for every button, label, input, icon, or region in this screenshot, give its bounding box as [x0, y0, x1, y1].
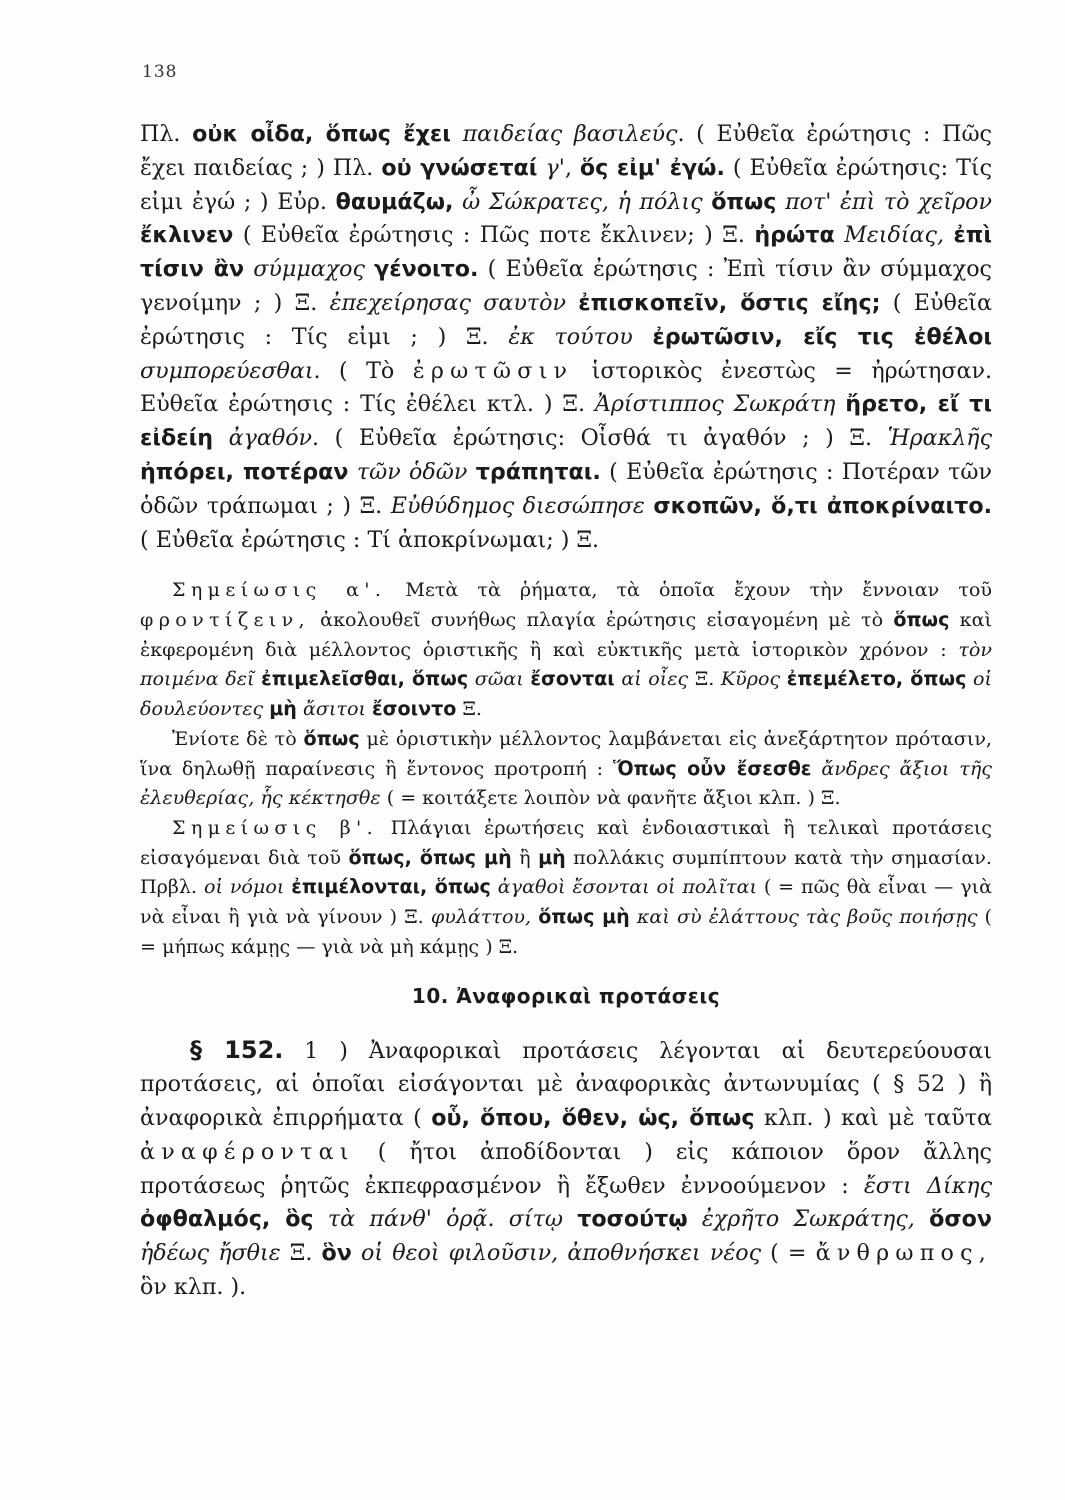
italic-text: ἐκ τούτου	[508, 323, 633, 350]
italic-text: οἱ νόμοι	[203, 875, 285, 899]
text-run	[244, 256, 253, 282]
bold-text: ὅπως, ὅπως μὴ	[348, 845, 512, 869]
section-152-paragraph	[140, 1034, 992, 1305]
text-run: ( Εὐθεῖα ἐρώτησις : Πῶς ποτε ἔκλινεν; ) Ξ.	[233, 222, 755, 249]
text-run: ( Εὐθεῖα ἐρώτησις: Τίς εἰμι ἐγώ ; ) Εὐρ.	[140, 154, 993, 215]
text-run: Μετὰ τὰ ῥήματα, τὰ ὁποῖα ἔχουν τὴν ἔννοιαν τοῦ	[386, 578, 992, 602]
main-paragraph	[140, 118, 992, 557]
text-run: ( Τὸ	[320, 357, 413, 384]
bold-text: ἐπιμελεῖσθαι, ὅπως	[261, 667, 469, 691]
text-run: 1 ) Ἀναφορικαὶ προτάσεις λέγονται αἱ δευτερεύουσαι προτάσεις, αἱ ὁποῖαι εἰσάγονται μὲ ἀναφορικὰς ἀντωνυμίας ( § 52 ) ἢ ἀναφορικὰ ἐπιρρήματα (	[140, 1037, 992, 1132]
text-run: Ξ.	[688, 667, 721, 691]
bold-text: μὴ	[269, 697, 297, 721]
italic-text: τῶν ὁδῶν	[356, 458, 468, 485]
italic-text: τὰ πάνθ' ὁρᾷ. σίτῳ	[327, 1206, 563, 1233]
text-run	[633, 324, 653, 350]
text-run: Πλ.	[140, 121, 193, 147]
bold-text: ὃν	[321, 1240, 352, 1267]
note-2-paragraph	[140, 813, 992, 962]
text-run	[566, 290, 578, 316]
spaced-text: ἄνθρωπος,	[815, 1240, 992, 1267]
bold-text: ἔκλινεν	[140, 222, 234, 249]
bold-text: ἐπεμέλετο, ὅπως	[786, 667, 967, 691]
page-number: 138	[142, 62, 178, 82]
page-body	[140, 118, 992, 1305]
italic-text: φυλάττου,	[430, 905, 532, 929]
italic-text: παιδείας βασιλεύς	[462, 121, 678, 147]
italic-text: ἀγαθοὶ ἔσονται οἱ πολῖται	[497, 875, 757, 899]
bold-text: τράπηται.	[475, 458, 601, 485]
bold-text: μὴ	[538, 845, 566, 869]
text-run: ( = κοιτάξετε λοιπὸν νὰ φανῆτε ἄξιοι κλπ. ) Ξ.	[380, 786, 841, 810]
text-run	[563, 1206, 577, 1232]
text-run	[835, 391, 845, 417]
text-run	[630, 905, 637, 928]
italic-text: ἄνδρες ἄξιοι τῆς ἐλευθερίας, ἧς κέκτησθε	[140, 756, 992, 810]
italic-text: ἀγαθόν.	[228, 425, 320, 452]
text-run: ἀκολουθεῖ συνήθως πλαγία ἐρώτησις εἰσαγομένη μὲ τὸ	[309, 608, 894, 632]
text-run	[314, 1206, 328, 1232]
text-run: ἱστορικὸς ἐνεστὼς = ἠρώτησαν. Εὐθεῖα ἐρώτησις : Τίς ἐθέλει κτλ. ) Ξ.	[140, 357, 992, 418]
text-run	[365, 256, 374, 282]
text-run: Ξ.	[456, 697, 482, 721]
text-run: ( Εὐθεῖα ἐρώτησις : Ποτέραν τῶν ὁδῶν τράπωμαι ; ) Ξ.	[140, 458, 992, 519]
text-run: ( = πῶς θὰ εἶναι — γιὰ νὰ εἶναι ἢ γιὰ νὰ γίνουν ) Ξ.	[140, 875, 993, 929]
text-run: Πλάγιαι ἐρωτήσεις καὶ ἐνδοιαστικαὶ ἢ τελικαὶ προτάσεις εἰσαγόμεναι διὰ τοῦ	[140, 815, 992, 869]
italic-text: ποτ' ἐπὶ τὸ χεῖρον	[785, 188, 993, 215]
text-run: πολλάκις συμπίπτουν κατὰ τὴν σημασίαν. Πρβλ.	[140, 845, 992, 899]
bold-text: ὅπως	[893, 608, 950, 632]
bold-text: ὅσον	[929, 1206, 992, 1233]
text-run: ( Εὐθεῖα ἐρώτησις : Τί ἀποκρίνωμαι; ) Ξ.	[140, 526, 600, 553]
text-run	[915, 1206, 929, 1232]
italic-text: ὦ Σώκρατες, ἡ πόλις	[462, 188, 703, 215]
text-run	[454, 189, 463, 215]
italic-text: σύμμαχος	[253, 256, 365, 283]
text-run	[468, 667, 475, 690]
bold-text: οὐ γνώσεταί	[381, 154, 538, 181]
text-run: ( Εὐθεῖα ἐρώτησις : Τίς εἰμι ; ) Ξ.	[140, 289, 992, 350]
bold-text: γένοιτο.	[374, 256, 479, 283]
italic-text: Ἡρακλῆς	[887, 425, 992, 452]
section-number: § 152.	[190, 1035, 284, 1064]
bold-text: τοσούτῳ	[577, 1206, 688, 1233]
text-run	[451, 121, 463, 147]
text-run	[780, 667, 787, 690]
bold-text: ὅς εἰμ' ἐγώ.	[579, 154, 725, 181]
section-heading: 10. Ἀναφορικαὶ προτάσεις	[411, 983, 721, 1008]
bold-text: ἔσοιντο	[372, 697, 457, 721]
text-run	[776, 189, 785, 215]
text-run	[835, 222, 844, 248]
italic-text: ἡδέως ἤσθιε	[140, 1240, 281, 1267]
text-run: ( Εὐθεῖα ἐρώτησις : Ἐπὶ τίσιν ἂν σύμμαχος γενοίμην ; ) Ξ.	[140, 256, 992, 316]
spaced-text: ἀναφέρονται	[140, 1138, 355, 1165]
spaced-text: φροντίζειν,	[140, 608, 310, 632]
text-run: ( =	[761, 1240, 816, 1267]
bold-text: οὗ, ὅπου, ὅθεν, ὡς, ὅπως	[431, 1105, 755, 1132]
italic-text: Κῦρος	[720, 667, 781, 691]
italic-text: Εὐθύδημος διεσώπησε	[390, 492, 645, 519]
italic-text: αἱ οἶες	[621, 667, 689, 691]
bold-text: ἠρώτα	[754, 222, 835, 249]
italic-text: καὶ σὺ ἐλάττους τὰς βοῦς ποιήσῃς	[636, 905, 978, 929]
bold-text: Ὅπως οὖν ἔσεσθε	[612, 756, 812, 780]
spaced-text: ἐρωτῶσιν	[412, 357, 574, 384]
text-run: Ἐνίοτε δὲ τὸ	[172, 726, 304, 750]
bold-text: ἐπὶ τίσιν ἂν	[140, 222, 992, 283]
bold-text: θαυμάζω,	[335, 188, 454, 215]
text-run	[688, 1206, 702, 1232]
bold-text: ἔσονται	[530, 667, 615, 691]
text-run: . ( Εὐθεῖα ἐρώτησις : Πῶς ἔχει παιδείας ; ) Πλ.	[140, 121, 992, 181]
italic-text: ἄσιτοι	[302, 697, 366, 721]
bold-text: σκοπῶν, ὅ,τι ἀποκρίναιτο.	[653, 492, 993, 519]
text-run: κλπ. ) καὶ μὲ ταῦτα	[754, 1105, 992, 1132]
text-run	[352, 1240, 361, 1266]
bold-text: ἐπιμέλονται, ὅπως	[291, 875, 491, 899]
text-run	[467, 459, 475, 485]
bold-text: ὅπως	[711, 188, 777, 215]
bold-text: ὅπως	[303, 726, 360, 750]
note-1-paragraph	[140, 575, 992, 724]
text-run: Ξ.	[280, 1240, 322, 1267]
bold-text: ὅπως μὴ	[538, 905, 630, 929]
text-run: ἢ	[511, 845, 539, 869]
spaced-text: Σημείωσις β'.	[172, 815, 379, 839]
text-run: μὲ ὁριστικὴν μέλλοντος λαμβάνεται εἰς ἀνεξάρτητον πρότασιν, ἵνα δηλωθῇ παραίνεσις ἢ ἔντονος προτροπή :	[140, 726, 992, 780]
note-1-continued-paragraph	[140, 724, 992, 813]
text-run: καὶ ἐκφερομένη διὰ μέλλοντος ὁριστικῆς ἢ καὶ εὐκτικῆς μετὰ ἱστορικὸν χρόνον :	[140, 608, 992, 661]
text-run	[811, 757, 821, 780]
text-run: ( ἤτοι ἀποδίδονται ) εἰς κάποιον ὅρον ἄλλης προτάσεως ῥητῶς ἐκπεφρασμένον ἢ ἔξωθεν ἐννοούμενον :	[140, 1138, 992, 1199]
text-run	[213, 425, 229, 451]
text-run: ( = μήπως κάμῃς — γιὰ νὰ μὴ κάμῃς ) Ξ.	[140, 905, 992, 958]
text-run	[703, 189, 712, 215]
italic-text: οἱ δουλεύοντες	[140, 667, 992, 721]
bold-text: ἠπόρει, ποτέραν	[140, 458, 349, 485]
bold-text: ἐπισκοπεῖν, ὅστις εἴης;	[578, 289, 881, 316]
italic-text: ἐχρῆτο Σωκράτης,	[701, 1206, 915, 1233]
text-run: ( Εὐθεῖα ἐρώτησις: Οἶσθά τι ἀγαθόν ; ) Ξ.	[319, 425, 888, 452]
italic-text: ἐπεχείρησας σαυτὸν	[329, 289, 566, 316]
italic-text: γ'	[545, 154, 565, 181]
text-run	[491, 875, 498, 898]
bold-text: ἐρωτῶσιν, εἴς τις ἐθέλοι	[652, 323, 992, 350]
italic-text: τὸν ποιμένα δεῖ	[140, 637, 992, 691]
italic-text: συμπορεύεσθαι.	[140, 357, 321, 384]
text-run	[966, 667, 973, 690]
bold-text: ἤρετο, εἴ τι εἰδείη	[140, 391, 992, 452]
italic-text: ἔστι Δίκης	[863, 1172, 992, 1199]
italic-text: Ἀρίστιππος Σωκράτη	[594, 391, 836, 418]
text-run	[348, 459, 356, 485]
text-run: ὃν κλπ. ).	[140, 1274, 247, 1301]
bold-text: οὐκ οἶδα, ὅπως ἔχει	[192, 121, 451, 147]
italic-text: Μειδίας,	[844, 222, 945, 249]
text-run: ,	[564, 154, 580, 181]
spaced-text: Σημείωσις α'.	[172, 578, 387, 602]
bold-text: ὀφθαλμός, ὃς	[140, 1206, 314, 1233]
italic-text: σῶαι	[474, 667, 524, 691]
italic-text: οἱ θεοὶ φιλοῦσιν, ἀποθνήσκει νέος	[361, 1240, 762, 1267]
